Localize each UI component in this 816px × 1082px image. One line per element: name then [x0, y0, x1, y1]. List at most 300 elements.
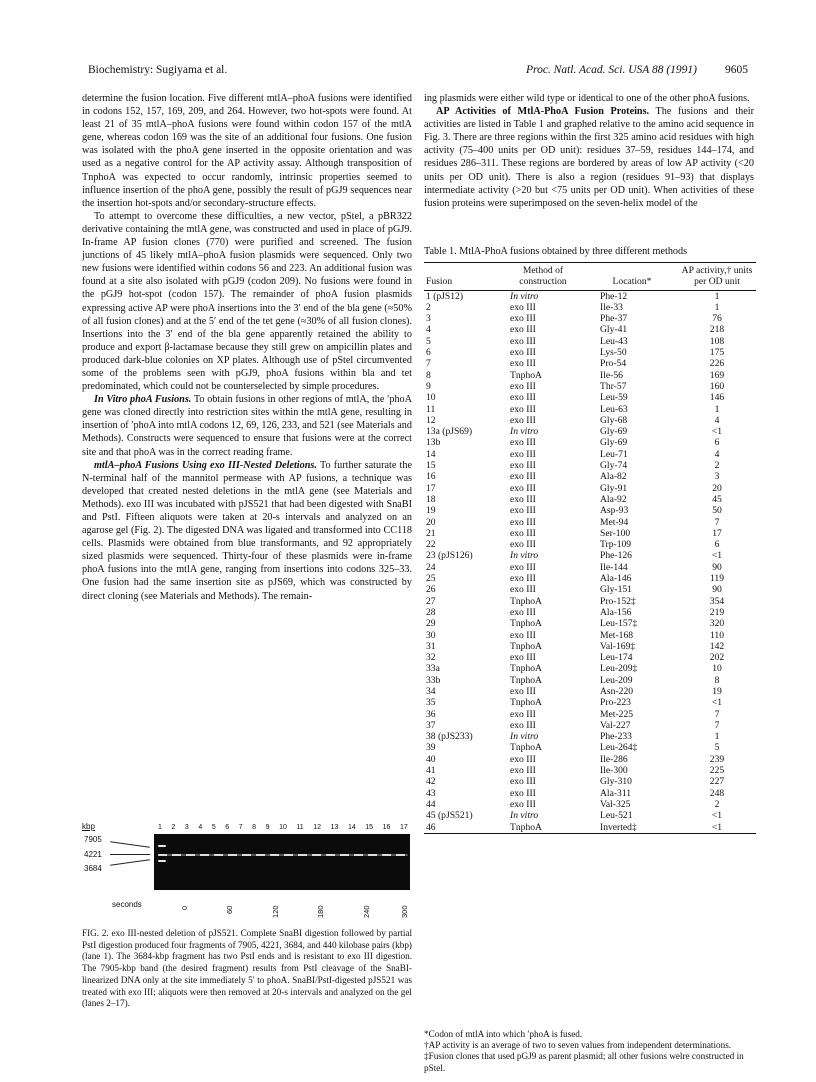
method-cell: exo III — [510, 584, 536, 596]
method-cell: exo III — [510, 765, 536, 777]
location-cell: Ile-144 — [600, 561, 628, 573]
ap-activity-cell: 76 — [712, 313, 722, 325]
location-cell: Lys-50 — [600, 347, 627, 359]
section-heading: In Vitro phoA Fusions. — [94, 394, 192, 406]
lane-number: 11 — [296, 824, 304, 831]
location-cell: Ala-92 — [600, 493, 627, 505]
lane-number: 7 — [238, 824, 243, 831]
table-row — [424, 618, 756, 629]
fusion-cell: 14 — [426, 448, 436, 460]
lane-number: 5 — [211, 824, 216, 831]
col-header: Method of construction — [500, 263, 586, 291]
lane-number: 13 — [330, 824, 339, 831]
ap-activity-cell: 1 — [714, 403, 720, 415]
table-row — [424, 370, 756, 381]
location-cell: Met-168 — [600, 629, 634, 641]
table-row — [424, 528, 756, 539]
ap-activity-cell: 90 — [712, 584, 722, 596]
lane-number: 15 — [365, 824, 374, 831]
location-cell: Ala-156 — [600, 606, 632, 618]
method-cell: exo III — [510, 347, 536, 359]
paragraph — [82, 459, 412, 603]
method-cell: In vitro — [510, 290, 539, 302]
method-cell: exo III — [510, 482, 536, 494]
ap-activity-cell: 7 — [714, 708, 720, 720]
fusion-cell: 26 — [426, 584, 436, 596]
fusion-cell: 42 — [426, 776, 436, 788]
ap-activity-cell: 227 — [709, 776, 725, 788]
ap-activity-cell: 5 — [714, 742, 720, 754]
method-cell: In vitro — [510, 810, 539, 822]
fusion-cell: 7 — [426, 358, 431, 370]
fusion-cell: 35 — [426, 697, 436, 709]
gel-image — [154, 834, 410, 890]
lane-number: 9 — [265, 824, 270, 831]
right-column — [424, 92, 754, 210]
table-title: Table 1. MtlA-PhoA fusions obtained by three different methods — [424, 246, 688, 257]
location-cell: Pro-152‡ — [600, 595, 636, 607]
marker-label: 3684 — [84, 864, 102, 873]
method-cell: exo III — [510, 798, 536, 810]
ap-activity-cell: 2 — [714, 460, 720, 472]
table-row — [424, 675, 756, 686]
method-cell: In vitro — [510, 550, 539, 562]
fusion-cell: 43 — [426, 787, 436, 799]
paragraph: determine the fusion location. Five different mtlA–phoA fusions were identified in codons 152, 157, 169, 209, and 264. However, two hot-spots were found. At least 21 of 35 mtlA–phoA fusions were found within codon 157 of the mtlA gene, whereas codon 169 was the site of an additional four fusions. One fusion was isolated with the phoA gene inserted in the opposite orientation and was used as a negative control for the AP activity assay. Although transposition of TnphoA was expected to occur randomly, intrinsic properties seemed to influence insertion of the phoA gene, possibly the result of pGJ9 sequences near the insertion hot-spots and/or secondary-structure effects. — [82, 93, 412, 209]
table-row — [424, 460, 756, 471]
ap-activity-cell: 3 — [714, 471, 720, 483]
method-cell: exo III — [510, 505, 536, 517]
table-row — [424, 437, 756, 448]
fusion-cell: 34 — [426, 685, 436, 697]
time-tick: 300 — [400, 905, 409, 918]
method-cell: exo III — [510, 573, 536, 585]
table-row — [424, 505, 756, 516]
method-cell: exo III — [510, 685, 536, 697]
fusion-cell: 16 — [426, 471, 436, 483]
location-cell: Leu-59 — [600, 392, 628, 404]
location-cell: Gly-151 — [600, 584, 632, 596]
method-cell: exo III — [510, 471, 536, 483]
ap-activity-cell: 6 — [714, 539, 720, 551]
ap-activity-cell: 90 — [712, 561, 722, 573]
table-row — [424, 302, 756, 313]
location-cell: Ala-311 — [600, 787, 632, 799]
method-cell: exo III — [510, 787, 536, 799]
table-row — [424, 697, 756, 708]
method-cell: exo III — [510, 448, 536, 460]
location-cell: Leu-209‡ — [600, 663, 638, 675]
lane-number: 2 — [171, 824, 176, 831]
table-row — [424, 358, 756, 369]
col-header: Location* — [586, 263, 678, 291]
location-cell: Met-225 — [600, 708, 634, 720]
method-cell: exo III — [510, 313, 536, 325]
method-cell: exo III — [510, 719, 536, 731]
location-cell: Asp-93 — [600, 505, 629, 517]
table-row — [424, 550, 756, 561]
fusion-cell: 40 — [426, 753, 436, 765]
fusion-cell: 23 (pJS126) — [426, 550, 473, 562]
location-cell: Thr-57 — [600, 380, 627, 392]
ap-activity-cell: 119 — [709, 573, 725, 585]
ap-activity-cell: 320 — [709, 618, 725, 630]
table-row — [424, 381, 756, 392]
location-cell: Leu-71 — [600, 448, 628, 460]
fusion-cell: 39 — [426, 742, 436, 754]
fusion-cell: 2 — [426, 301, 431, 313]
footnote: *Codon of mtlA into which ′phoA is fused. — [424, 1029, 583, 1039]
method-cell: TnphoA — [510, 595, 542, 607]
fusion-cell: 20 — [426, 516, 436, 528]
location-cell: Gly-68 — [600, 414, 628, 426]
lane-number: 14 — [347, 824, 356, 831]
method-cell: In vitro — [510, 426, 539, 438]
ap-activity-cell: 160 — [709, 380, 725, 392]
paragraph — [424, 105, 754, 210]
ap-activity-cell: 218 — [709, 324, 725, 336]
journal-name: Proc. Natl. Acad. Sci. USA 88 (1991) — [526, 64, 697, 76]
time-tick: 0 — [180, 905, 189, 910]
location-cell: Leu-174 — [600, 652, 633, 664]
ap-activity-cell: 169 — [709, 369, 725, 381]
location-cell: Leu-264‡ — [600, 742, 638, 754]
fusion-cell: 41 — [426, 765, 436, 777]
method-cell: TnphoA — [500, 822, 586, 834]
marker-line — [110, 841, 150, 848]
paragraph-text: To further saturate the N-terminal half of the mannitol permease with AP fusions, a technique was developed that created nested deletions in the mtlA gene (see Materials and Methods). exo III was incubated with pJS521 that had been digested with SnaBI and PstI. Fifteen aliquots were taken at 20-s intervals and analyzed on an agarose gel (Fig. 2). The digested DNA was ligated and transformed into CC118 cells. Plasmids were obtained from blue transformants, and 92 appropriately sized plasmids were sequenced. Thirty-four of these plasmids were in-frame phoA fusions into the mtlA gene, ranging from insertions into codons 325–33. One fusion had the same insertion site as pJS69, which was constructed by direct cloning (see Materials and Methods). The remain- — [82, 459, 412, 602]
ap-activity-cell: 17 — [712, 527, 722, 539]
table-row — [424, 765, 756, 776]
figure-caption: FIG. 2. exo III-nested deletion of pJS521. Complete SnaBI digestion followed by partial PstI digestion produced four fragments of 7905, 4221, 3684, and 440 kilobase pairs (kbp) (lane 1). The 3684-kbp fragment has two PstI ends and is resistant to exo III digestion. The 7905-kbp band (the desired fragment) results from PstI cleavage of the SnaBI-linearized DNA only at the site immediately 5′ to phoA. SnaBI/PstI-digested pJS521 was treated with exo III; aliquots were then removed at 20-s intervals and analyzed on the gel (lanes 2–17). — [82, 928, 412, 1009]
fusion-cell: 31 — [426, 640, 436, 652]
method-cell: TnphoA — [510, 618, 542, 630]
method-cell: In vitro — [510, 731, 539, 743]
method-cell: exo III — [510, 708, 536, 720]
table-row — [424, 324, 756, 335]
paragraph — [82, 393, 412, 458]
time-tick: 60 — [225, 905, 234, 914]
ap-activity-cell: 6 — [714, 437, 720, 449]
ap-activity-cell: 20 — [712, 482, 722, 494]
ap-activity-cell: 50 — [712, 505, 722, 517]
ap-activity-cell: <1 — [678, 822, 756, 834]
ap-activity-cell: 108 — [709, 335, 725, 347]
method-cell: exo III — [510, 403, 536, 415]
fusion-cell: 37 — [426, 719, 436, 731]
ap-activity-cell: 2 — [714, 798, 720, 810]
fusion-cell: 15 — [426, 460, 436, 472]
fusion-cell: 9 — [426, 380, 431, 392]
fusion-cell: 36 — [426, 708, 436, 720]
fusion-cell: 8 — [426, 369, 431, 381]
ap-activity-cell: 4 — [714, 414, 720, 426]
fusion-cell: 3 — [426, 313, 431, 325]
table-row — [424, 799, 756, 810]
footnote: ‡Fusion clones that used pGJ9 as parent plasmid; all other fusions welre constructed in pStel. — [424, 1051, 744, 1073]
lane-numbers — [158, 824, 408, 831]
method-cell: exo III — [510, 629, 536, 641]
location-cell: Gly-310 — [600, 776, 632, 788]
gel-band — [158, 860, 166, 862]
table-row — [424, 754, 756, 765]
location-cell: Ile-56 — [600, 369, 623, 381]
location-cell: Leu-521 — [600, 810, 633, 822]
method-cell: exo III — [510, 652, 536, 664]
method-cell: exo III — [510, 527, 536, 539]
method-cell: TnphoA — [510, 742, 542, 754]
location-cell: Met-94 — [600, 516, 629, 528]
lane-number: 4 — [198, 824, 203, 831]
fusion-cell: 13b — [426, 437, 441, 449]
table-row — [424, 336, 756, 347]
paragraph: To attempt to overcome these difficulties, a new vector, pStel, a pBR322 derivative containing the mtlA gene, was constructed and used in place of pGJ9. In-frame AP fusion clones (770) were purified and screened. The fusion junctions of 45 likely mtlA–phoA fusion plasmids were sequenced. Only two new fusions were identified within codons 56 and 223. An additional fusion was found at a site also isolated with pGJ9 (codon 209). No fusions were found in the pGJ9 hot-spot (codon 157). The remainder of phoA fusion plasmids expressing active AP were phoA insertions into the 3′ end of the bla gene (≈50% of all fusion clones) and at the 5′ end of the tet gene (≈30% of all fusion clones). Insertions into the 3′ end of the bla gene apparently retained the ability to produce and export β-lactamase because they still grew on ampicillin plates and produced dark-blue colonies on XP plates. Although use of pStel circumvented some of the problems seen with pGJ9, phoA fusions within bla and tet predominated, which could not be counterselected by simple procedures. — [82, 210, 412, 393]
ap-activity-cell: 202 — [709, 652, 725, 664]
table-row — [424, 392, 756, 403]
fusion-cell: 46 — [424, 822, 500, 834]
method-cell: exo III — [510, 301, 536, 313]
fusion-cell: 21 — [426, 527, 436, 539]
table-row — [424, 584, 756, 595]
fusion-cell: 45 (pJS521) — [426, 810, 473, 822]
table-footnotes — [424, 1029, 756, 1074]
table-row — [424, 483, 756, 494]
ap-activity-cell: 110 — [709, 629, 725, 641]
ap-activity-cell: 4 — [714, 448, 720, 460]
location-cell: Ser-100 — [600, 527, 631, 539]
location-cell: Phe-12 — [600, 290, 628, 302]
fusion-cell: 29 — [426, 618, 436, 630]
fusion-cell: 1 (pJS12) — [426, 290, 464, 302]
col-header: Fusion — [424, 263, 500, 291]
section-heading: AP Activities of MtlA-PhoA Fusion Proteins. — [436, 106, 650, 118]
marker-label: 7905 — [84, 835, 102, 844]
ap-activity-cell: 7 — [714, 719, 720, 731]
ap-activity-cell: 8 — [714, 674, 720, 686]
table-row — [424, 415, 756, 426]
ap-activity-cell: <1 — [711, 697, 723, 709]
fusion-cell: 30 — [426, 629, 436, 641]
location-cell: Pro-54 — [600, 358, 627, 370]
kbp-label: kbp — [82, 822, 95, 831]
table-row — [424, 290, 756, 302]
lane-number: 1 — [158, 824, 162, 831]
location-cell: Gly-74 — [600, 460, 628, 472]
fusion-cell: 33b — [426, 674, 441, 686]
table-row — [424, 347, 756, 358]
table-row — [424, 426, 756, 437]
fusion-cell: 28 — [426, 606, 436, 618]
ap-activity-cell: 225 — [709, 765, 725, 777]
location-cell: Ile-300 — [600, 765, 628, 777]
table-row — [424, 471, 756, 482]
method-cell: exo III — [510, 516, 536, 528]
location-cell: Val-169‡ — [600, 640, 636, 652]
fusion-cell: 22 — [426, 539, 436, 551]
table-row — [424, 596, 756, 607]
page-header — [88, 64, 748, 80]
lane-number: 16 — [382, 824, 391, 831]
method-cell: exo III — [510, 414, 536, 426]
table-row — [424, 313, 756, 324]
method-cell: exo III — [510, 324, 536, 336]
table-row — [424, 641, 756, 652]
fusion-cell: 32 — [426, 652, 436, 664]
fusion-cell: 44 — [426, 798, 436, 810]
table-row — [424, 709, 756, 720]
fusion-cell: 19 — [426, 505, 436, 517]
location-cell: Val-227 — [600, 719, 631, 731]
ap-activity-cell: 354 — [709, 595, 725, 607]
table-row — [424, 539, 756, 550]
method-cell: exo III — [510, 493, 536, 505]
ap-activity-cell: 219 — [709, 606, 725, 618]
location-cell: Asn-220 — [600, 685, 634, 697]
location-cell: Ala-146 — [600, 573, 632, 585]
table-row — [424, 720, 756, 731]
ap-activity-cell: 175 — [709, 347, 725, 359]
method-cell: TnphoA — [510, 663, 542, 675]
fusion-cell: 38 (pJS233) — [426, 731, 473, 743]
ap-activity-cell: 239 — [709, 753, 725, 765]
fusion-cell: 10 — [426, 392, 436, 404]
table-row — [424, 686, 756, 697]
ap-activity-cell: <1 — [711, 810, 723, 822]
gel-band — [158, 845, 166, 847]
location-cell: Pro-223 — [600, 697, 631, 709]
paragraph-text: To obtain fusions in other regions of mtlA, the ′phoA gene was cloned directly into restriction sites within the mtlA gene, resulting in insertion of ′phoA into mtlA codons 12, 69, 126, 233, and 521 (see Materials and Methods). Constructs were sequenced to ensure that fusions were at the correct site and that phoA was in the correct reading frame. — [82, 394, 412, 458]
table-row — [424, 630, 756, 641]
location-cell: Ala-82 — [600, 471, 627, 483]
method-cell: exo III — [510, 776, 536, 788]
location-cell: Inverted‡ — [586, 822, 678, 834]
table-row — [424, 494, 756, 505]
fusion-cell: 33a — [426, 663, 440, 675]
ap-activity-cell: 248 — [709, 787, 725, 799]
method-cell: exo III — [510, 380, 536, 392]
location-cell: Phe-37 — [600, 313, 628, 325]
fusion-cell: 6 — [426, 347, 431, 359]
ap-activity-cell: 146 — [709, 392, 725, 404]
method-cell: exo III — [510, 539, 536, 551]
marker-line — [110, 854, 150, 855]
time-tick: 240 — [362, 905, 371, 918]
location-cell: Val-325 — [600, 798, 631, 810]
table-row — [424, 822, 756, 834]
fusion-cell: 25 — [426, 573, 436, 585]
table-row — [424, 562, 756, 573]
location-cell: Gly-69 — [600, 426, 628, 438]
location-cell: Phe-233 — [600, 731, 632, 743]
method-cell: exo III — [510, 753, 536, 765]
table-row — [424, 652, 756, 663]
method-cell: exo III — [510, 358, 536, 370]
fusion-cell: 13a (pJS69) — [426, 426, 473, 438]
time-tick: 180 — [316, 905, 325, 918]
method-cell: exo III — [510, 392, 536, 404]
lane-number: 10 — [279, 824, 287, 831]
section-heading: mtlA–phoA Fusions Using exo III-Nested Deletions. — [94, 459, 317, 471]
table-row — [424, 788, 756, 799]
table-row — [424, 731, 756, 742]
method-cell: TnphoA — [510, 640, 542, 652]
method-cell: exo III — [510, 561, 536, 573]
location-cell: Leu-63 — [600, 403, 628, 415]
ap-activity-cell: 19 — [712, 685, 722, 697]
table-row — [424, 404, 756, 415]
table-body — [424, 290, 756, 833]
location-cell: Leu-43 — [600, 335, 628, 347]
table-row — [424, 573, 756, 584]
method-cell: TnphoA — [510, 674, 542, 686]
footnote: †AP activity is an average of two to seven values from independent determinations. — [424, 1040, 732, 1051]
ap-activity-cell: 1 — [714, 731, 720, 743]
ap-activity-cell: 1 — [714, 290, 720, 302]
location-cell: Gly-91 — [600, 482, 628, 494]
ap-activity-cell: 226 — [709, 358, 725, 370]
fusion-cell: 18 — [426, 493, 436, 505]
location-cell: Phe-126 — [600, 550, 632, 562]
ap-activity-cell: <1 — [711, 550, 723, 562]
figure-2-gel — [82, 822, 412, 924]
fusion-cell: 5 — [426, 335, 431, 347]
location-cell: Gly-41 — [600, 324, 628, 336]
table-row — [424, 776, 756, 787]
ap-activity-cell: 7 — [714, 516, 720, 528]
fusion-table — [424, 262, 756, 834]
page-number: 9605 — [725, 64, 748, 76]
fusion-cell: 11 — [426, 403, 436, 415]
ap-activity-cell: 45 — [712, 493, 722, 505]
seconds-label: seconds — [112, 900, 142, 909]
table-row — [424, 810, 756, 821]
method-cell: exo III — [510, 437, 536, 449]
left-column — [82, 92, 412, 603]
gel-band-row — [158, 854, 408, 856]
location-cell: Ile-33 — [600, 301, 623, 313]
table-row — [424, 742, 756, 753]
fusion-cell: 12 — [426, 414, 436, 426]
fusion-cell: 17 — [426, 482, 436, 494]
running-head: Biochemistry: Sugiyama et al. — [88, 64, 228, 76]
location-cell: Gly-69 — [600, 437, 628, 449]
paragraph: ing plasmids were either wild type or identical to one of the other phoA fusions. — [424, 93, 750, 104]
fusion-cell: 4 — [426, 324, 431, 336]
lane-number: 17 — [399, 824, 408, 831]
fusion-cell: 24 — [426, 561, 436, 573]
paragraph-text: The fusions and their activities are listed in Table 1 and graphed relative to the amino acid sequence in Fig. 3. There are three regions within the first 325 amino acid residues with high activity (75–400 units per OD unit): residues 37–59, residues 144–174, and residues 286–311. These regions are bordered by areas of low AP activity (<20 units per OD unit). There is also a region (residues 91–93) that displays intermediate activity (>20 but <75 units per OD unit). When activities of these fusion proteins were superimposed on the seven-helix model of the — [424, 106, 755, 209]
table-row — [424, 449, 756, 460]
method-cell: exo III — [510, 460, 536, 472]
method-cell: TnphoA — [510, 369, 542, 381]
location-cell: Leu-209 — [600, 674, 633, 686]
marker-label: 4221 — [84, 850, 102, 859]
location-cell: Ile-286 — [600, 753, 628, 765]
fusion-cell: 27 — [426, 595, 436, 607]
method-cell: exo III — [510, 606, 536, 618]
ap-activity-cell: 1 — [714, 301, 720, 313]
lane-number: 3 — [184, 824, 189, 831]
table-row — [424, 607, 756, 618]
col-header: AP activity,† units per OD unit — [678, 263, 756, 291]
method-cell: exo III — [510, 335, 536, 347]
ap-activity-cell: <1 — [711, 426, 723, 438]
lane-number: 6 — [225, 824, 230, 831]
location-cell: Leu-157‡ — [600, 618, 638, 630]
table-row — [424, 663, 756, 674]
ap-activity-cell: 10 — [712, 663, 722, 675]
ap-activity-cell: 142 — [709, 640, 725, 652]
